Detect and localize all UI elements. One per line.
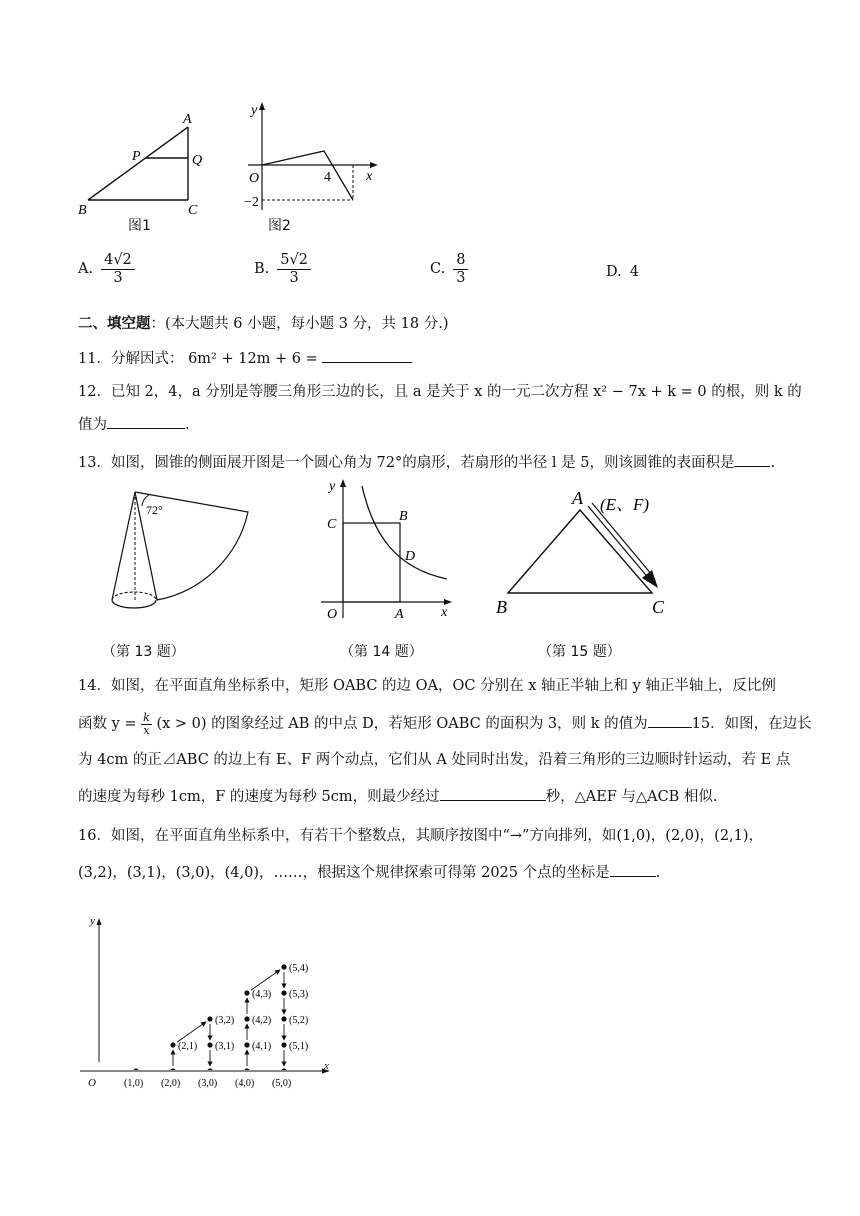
- fig2-label-x: x: [366, 169, 373, 184]
- figure-13-cone: [100, 482, 260, 632]
- fig16-point-label: (2,0): [161, 1078, 181, 1089]
- fig16-point-label: (3,2): [215, 1015, 235, 1026]
- question-15-line3: 为 4cm 的正⊿ABC 的边上有 E、F 两个动点，它们从 A 处同时出发，沿着三角形的三边顺时针运动，若 E 点: [78, 752, 791, 768]
- choice-a: A. $\frac{4√2}{3}$: [78, 252, 135, 286]
- question-15-line4: 的速度为每秒 1cm，F 的速度为每秒 5cm，则最少经过 秒，△AEF 与△ACB 相似.: [78, 786, 718, 807]
- choice-c-fraction: $\frac{8}{3}$: [453, 252, 468, 286]
- choice-b-fraction: $\frac{5√2}{3}$: [277, 252, 311, 286]
- fig16-point-label: (4,1): [252, 1041, 272, 1052]
- fig15-label-EF: (E、F): [600, 495, 650, 514]
- fig14-label-x: x: [441, 605, 448, 620]
- fig15-caption: （第 15 题）: [538, 644, 621, 660]
- fig16-point-label: (5,0): [272, 1078, 292, 1089]
- figure-1-triangle: [70, 110, 220, 215]
- fig15-label-A: A: [572, 488, 583, 508]
- choice-a-fraction: $\frac{4√2}{3}$: [101, 252, 135, 286]
- fig16-point: [281, 1042, 286, 1047]
- q15-answer-blank[interactable]: [440, 786, 546, 801]
- fig16-point: [207, 1042, 212, 1047]
- fig16-point: [207, 1016, 212, 1021]
- question-16-line2: (3,2)，(3,1)，(3,0)，(4,0)，……，根据这个规律探索可得第 2025 个点的坐标是 .: [78, 862, 660, 883]
- choice-b: B. $\frac{5√2}{3}$: [254, 252, 311, 286]
- fig1-label-Q: Q: [192, 153, 203, 168]
- fig15-label-C: C: [652, 597, 665, 617]
- fig16-arrow: [177, 1022, 206, 1042]
- fig2-label-neg2: −2: [244, 195, 259, 210]
- fig16-point-label: (4,0): [235, 1078, 255, 1089]
- fig14-label-D: D: [405, 549, 416, 564]
- fig1-label-A: A: [183, 112, 192, 127]
- figure-16-axis-end: [78, 1064, 340, 1094]
- fig16-point: [281, 1016, 286, 1021]
- fig16-point: [244, 1016, 249, 1021]
- fig13-angle-label: 72°: [146, 503, 163, 517]
- figure-16-lattice: [78, 910, 340, 1070]
- question-14-line1: 14．如图，在平面直角坐标系中，矩形 OABC 的边 OA，OC 分别在 x 轴正半轴上和 y 轴正半轴上，反比例: [78, 678, 776, 694]
- fig2-caption: 图2: [268, 218, 291, 234]
- q13-answer-blank[interactable]: [734, 452, 770, 467]
- fig14-label-B: B: [399, 509, 408, 524]
- fig16-point-label: (5,4): [289, 963, 309, 974]
- fig16-point: [170, 1042, 175, 1047]
- fig16-point-label: (4,2): [252, 1015, 272, 1026]
- choice-c: C. $\frac{8}{3}$: [430, 252, 468, 286]
- fig16-point-label: (3,1): [215, 1041, 235, 1052]
- q16-answer-blank[interactable]: [610, 862, 656, 877]
- fig13-caption: （第 13 题）: [102, 644, 185, 660]
- q11-answer-blank[interactable]: [322, 348, 412, 363]
- fig1-label-C: C: [188, 203, 198, 215]
- fig16-point-label: (2,1): [178, 1041, 198, 1052]
- fig2-label-y: y: [251, 103, 258, 118]
- fig16-point-label: (5,1): [289, 1041, 309, 1052]
- fig14-caption: （第 14 题）: [340, 644, 423, 660]
- fig16-point-label: (5,2): [289, 1015, 309, 1026]
- fig14-label-O: O: [327, 607, 338, 622]
- question-12-line1: 12．已知 2，4，a 分别是等腰三角形三边的长，且 a 是关于 x 的一元二次方程 x² − 7x + k = 0 的根，则 k 的: [78, 384, 802, 400]
- fig1-label-B: B: [78, 203, 87, 215]
- fig16-arrow: [251, 970, 280, 990]
- q12-answer-blank[interactable]: [107, 414, 185, 429]
- fig16-origin-label: O: [88, 1077, 96, 1089]
- choice-d: D. 4: [606, 264, 639, 280]
- figure-15-triangle: [490, 480, 680, 620]
- fig15-label-B: B: [496, 597, 507, 617]
- q14-answer-blank[interactable]: [648, 713, 692, 728]
- question-13: 13．如图，圆锥的侧面展开图是一个圆心角为 72°的扇形，若扇形的半径 l 是 5，则该圆锥的表面积是 .: [78, 452, 775, 473]
- fig2-label-O: O: [249, 171, 260, 186]
- fig2-label-4: 4: [324, 170, 331, 185]
- fig16-point: [244, 990, 249, 995]
- q14-fraction: $\frac{k}{x}$: [143, 711, 150, 737]
- fig16-axis-x-label: x: [324, 1060, 329, 1070]
- question-12-line2: 值为 .: [78, 414, 190, 435]
- fig1-caption: 图1: [128, 218, 151, 234]
- fig16-point: [281, 990, 286, 995]
- question-16-line1: 16．如图，在平面直角坐标系中，有若干个整数点，其顺序按图中“→”方向排列，如(1,0)，(2,0)，(2,1)，: [78, 828, 764, 844]
- fig16-point: [244, 1042, 249, 1047]
- section-2-heading: 二、填空题：(本大题共 6 小题，每小题 3 分，共 18 分.): [78, 315, 449, 332]
- question-11: 11．分解因式： 6m² + 12m + 6 =: [78, 348, 412, 369]
- fig16-point-label: (4,3): [252, 989, 272, 1000]
- figure-14-graph: [315, 476, 460, 626]
- figure-2-graph: [240, 100, 385, 215]
- fig16-point: [281, 964, 286, 969]
- fig14-label-A: A: [395, 607, 404, 622]
- question-14-line2: 函数 y = $\frac{k}{x}$ (x > 0) 的图象经过 AB 的中点 D，若矩形 OABC 的面积为 3，则 k 的值为 15．如图，在边长: [78, 711, 812, 737]
- fig14-label-C: C: [327, 517, 337, 532]
- fig16-point-label: (3,0): [198, 1078, 218, 1089]
- fig16-point-label: (5,3): [289, 989, 309, 1000]
- fig16-axis-y-label: y: [90, 915, 95, 927]
- fig14-label-y: y: [329, 479, 336, 494]
- fig1-label-P: P: [132, 149, 141, 164]
- fig16-point-label: (1,0): [124, 1078, 144, 1089]
